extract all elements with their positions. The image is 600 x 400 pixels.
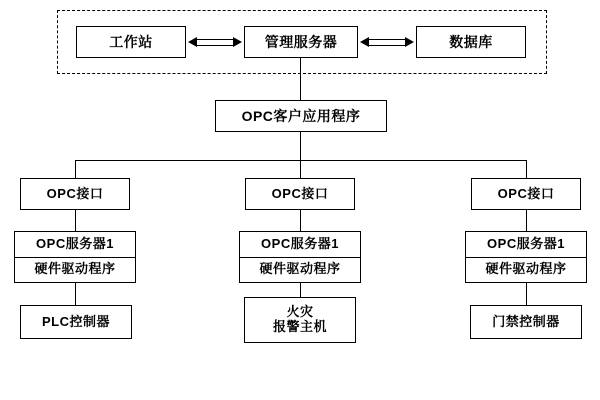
connector-server-to-client-app	[300, 58, 301, 100]
connector-bus-to-interface-3	[526, 160, 527, 178]
connector-interface-1-to-server	[75, 210, 76, 231]
arrow-shaft	[369, 39, 405, 46]
node-opc-interface-2-label: OPC接口	[271, 185, 329, 201]
node-device-fire-alarm-host-line2: 报警主机	[272, 319, 327, 334]
node-device-plc-controller-label: PLC控制器	[41, 313, 110, 329]
node-opc-server-3-label: OPC服务器1	[487, 235, 565, 251]
node-opc-server-2-bottom	[240, 258, 360, 283]
node-opc-interface-2	[245, 178, 355, 210]
node-opc-server-3-top	[466, 232, 586, 257]
node-opc-server-1	[14, 231, 136, 283]
node-opc-client-application	[215, 100, 387, 132]
arrow-shaft	[197, 39, 233, 46]
node-database-label: 数据库	[449, 33, 493, 50]
node-database	[416, 26, 526, 58]
node-management-server	[244, 26, 358, 58]
node-driver-1-label: 硬件驱动程序	[34, 261, 116, 277]
connector-server-1-to-device	[75, 283, 76, 305]
connector-server-3-to-device	[526, 283, 527, 305]
connector-bus-to-interface-2	[300, 160, 301, 178]
node-opc-server-1-bottom	[15, 258, 135, 283]
arrow-head-right-icon	[405, 37, 414, 47]
node-opc-interface-1	[20, 178, 130, 210]
node-opc-interface-3-label: OPC接口	[497, 185, 555, 201]
node-opc-server-2-label: OPC服务器1	[261, 235, 339, 251]
connector-bus-to-interface-1	[75, 160, 76, 178]
node-device-fire-alarm-host	[244, 297, 356, 343]
arrow-head-right-icon	[233, 37, 242, 47]
node-opc-server-1-label: OPC服务器1	[36, 235, 114, 251]
node-opc-server-2-top	[240, 232, 360, 257]
node-opc-server-1-top	[15, 232, 135, 257]
connector-interface-2-to-server	[300, 210, 301, 231]
connector-interface-3-to-server	[526, 210, 527, 231]
node-opc-client-application-label: OPC客户应用程序	[241, 107, 361, 124]
node-opc-server-3	[465, 231, 587, 283]
arrow-workstation-server	[188, 34, 242, 50]
arrow-head-left-icon	[188, 37, 197, 47]
node-driver-2-label: 硬件驱动程序	[259, 261, 341, 277]
arrow-head-left-icon	[360, 37, 369, 47]
node-device-access-controller	[470, 305, 582, 339]
node-device-access-controller-label: 门禁控制器	[492, 313, 560, 329]
node-opc-interface-3	[471, 178, 581, 210]
connector-server-2-to-device	[300, 283, 301, 297]
node-opc-server-2	[239, 231, 361, 283]
arrow-server-database	[360, 34, 414, 50]
node-opc-server-3-bottom	[466, 258, 586, 283]
node-driver-3-label: 硬件驱动程序	[485, 261, 567, 277]
node-management-server-label: 管理服务器	[264, 33, 338, 50]
node-workstation-label: 工作站	[109, 33, 153, 50]
node-workstation	[76, 26, 186, 58]
node-device-fire-alarm-host-line1: 火灾	[286, 304, 314, 320]
node-device-plc-controller	[20, 305, 132, 339]
node-opc-interface-1-label: OPC接口	[46, 185, 104, 201]
connector-client-app-to-bus	[300, 132, 301, 160]
